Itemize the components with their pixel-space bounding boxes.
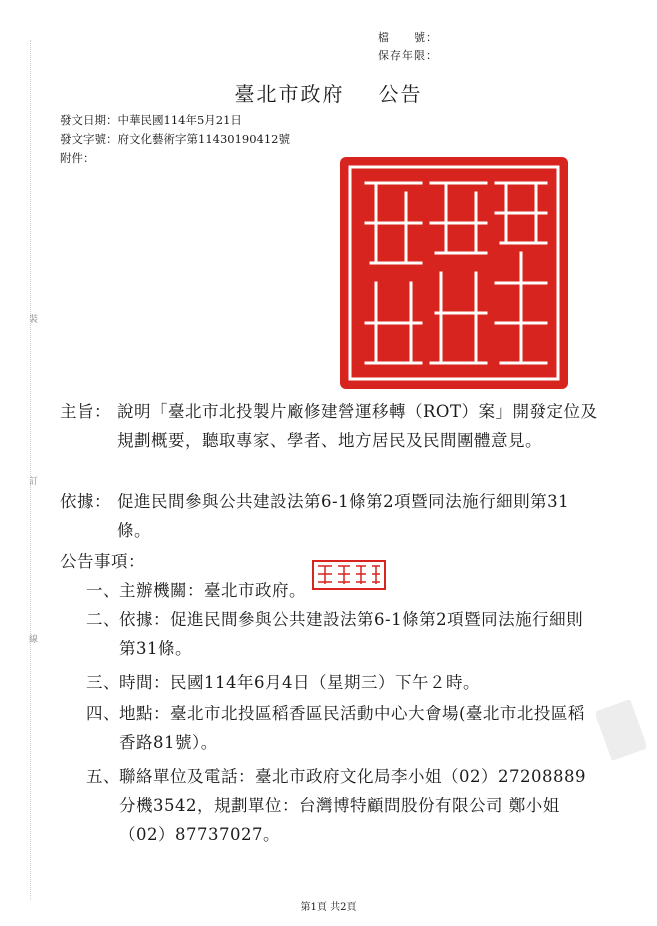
- title-doc-type: 公告: [378, 82, 423, 106]
- scan-stain: [596, 700, 646, 760]
- notice-item-number: 二、: [86, 610, 120, 629]
- binding-mark-bottom: 線: [27, 634, 37, 643]
- binding-mark-top: 裝: [27, 314, 37, 323]
- notice-item: [86, 762, 596, 849]
- notice-item: [86, 605, 596, 663]
- notice-item-number: 四、: [86, 704, 120, 723]
- document-title: [0, 78, 657, 107]
- notice-item-number: 五、: [86, 767, 120, 786]
- attachment-label: 附件：: [60, 151, 95, 165]
- archive-number-label: 檔 號：: [378, 31, 438, 44]
- title-agency: 臺北市政府: [234, 82, 345, 106]
- document-number: 發文字號：府文化藝術字第11430190412號: [60, 132, 290, 146]
- notice-item-text: 主辦機關：臺北市政府。: [119, 581, 306, 600]
- notice-item-text: 依據：促進民間參與公共建設法第6-1條第2項暨同法施行細則第31條。: [119, 610, 584, 658]
- notice-item: [86, 668, 596, 697]
- official-seal-small: [312, 560, 386, 590]
- page-number: 第1頁 共2頁: [300, 902, 357, 913]
- binding-line: [30, 40, 31, 900]
- notice-item: [86, 699, 596, 757]
- issue-date: 發文日期：中華民國114年5月21日: [60, 113, 242, 127]
- subject-text: 說明「臺北市北投製片廠修建營運移轉（ROT）案」開發定位及規劃概要，聽取專家、學者、地方居民及民間團體意見。: [117, 402, 598, 450]
- subject-label: 主旨：: [60, 402, 111, 421]
- notice-item-number: 一、: [86, 581, 120, 600]
- notice-item-text: 地點：臺北市北投區稻香區民活動中心大會場(臺北市北投區稻香路81號）。: [119, 704, 585, 752]
- notice-item-text: 時間：民國114年6月4日（星期三）下午２時。: [119, 673, 480, 692]
- retention-period-label: 保存年限：: [378, 49, 438, 62]
- notice-item-number: 三、: [86, 673, 120, 692]
- basis-label: 依據：: [60, 492, 111, 511]
- subject-paragraph: [60, 397, 600, 455]
- official-seal-large: [336, 153, 572, 393]
- binding-mark-mid: 訂: [27, 476, 37, 485]
- archive-block: [378, 30, 458, 66]
- basis-text: 促進民間參與公共建設法第6-1條第2項暨同法施行細則第31條。: [117, 492, 570, 540]
- notice-item-text: 聯絡單位及電話：臺北市政府文化局李小姐（02）27208889分機3542，規劃單位：台灣博特顧問股份有限公司 鄭小姐（02）87737027。: [119, 767, 586, 844]
- notice-heading: 公告事項：: [60, 552, 145, 571]
- basis-paragraph: [60, 487, 600, 545]
